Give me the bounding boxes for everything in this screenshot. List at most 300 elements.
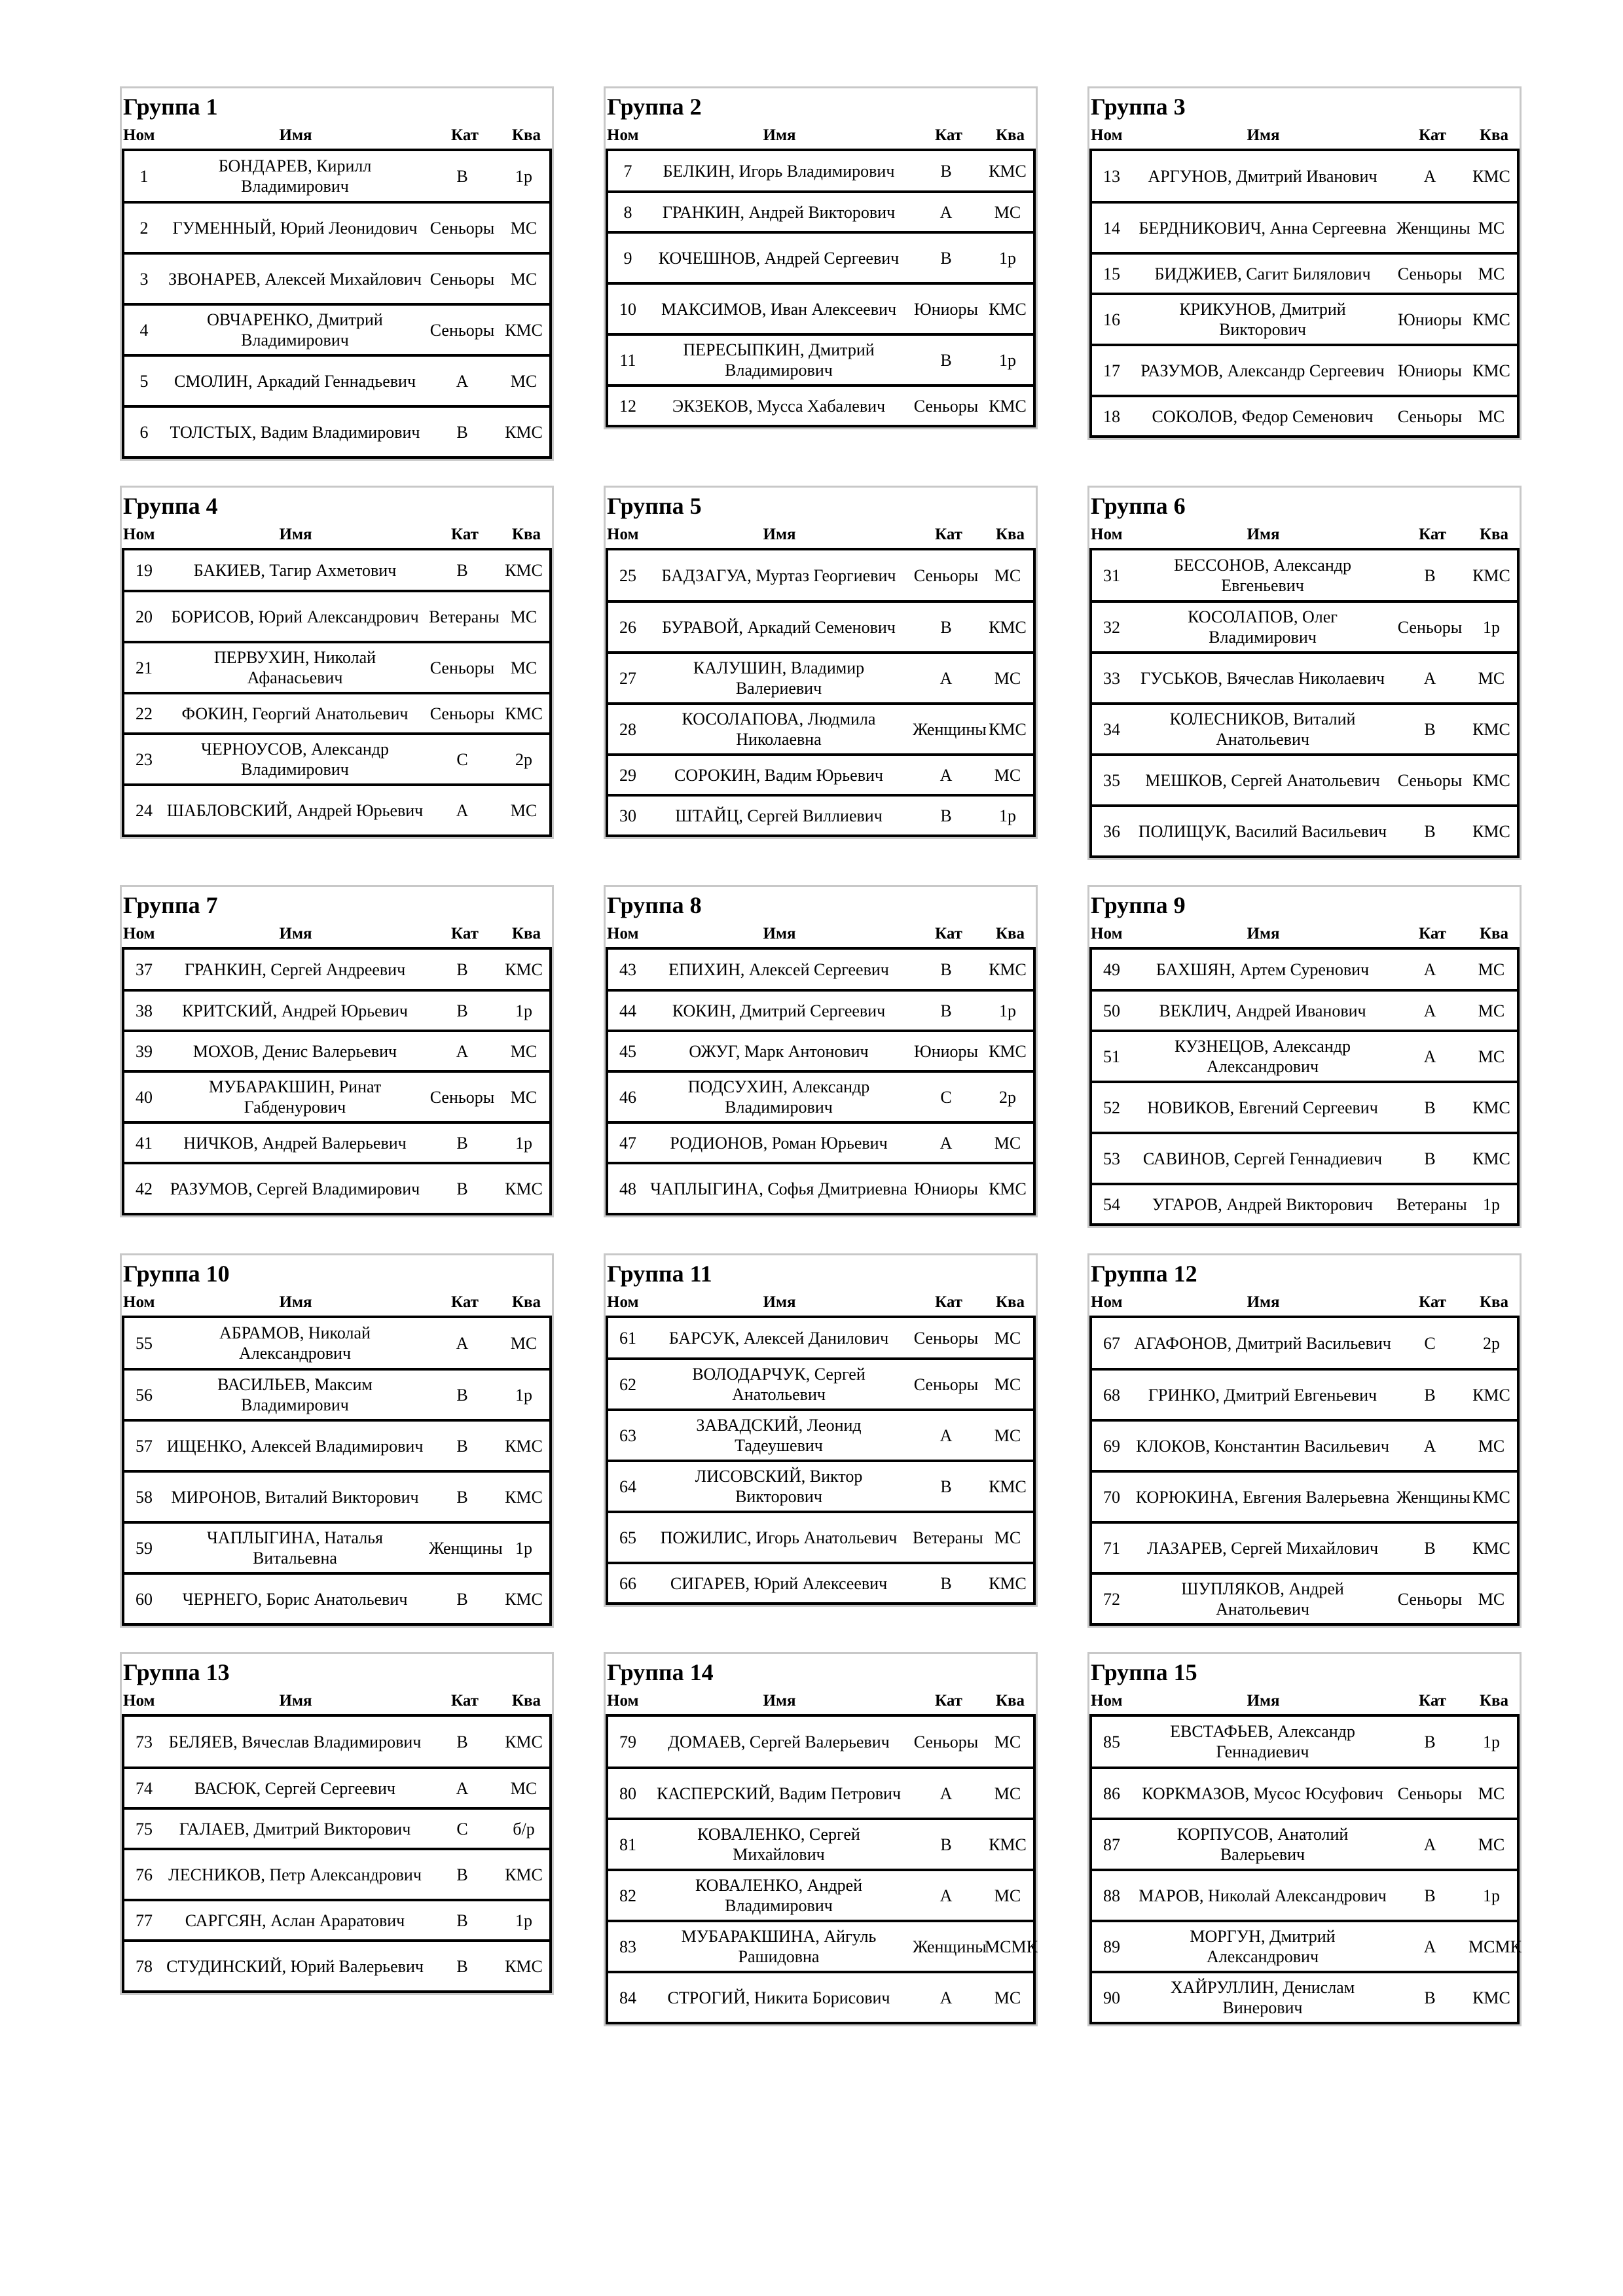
table-row (123, 406, 551, 457)
cell-kva: КМС (498, 406, 551, 457)
column-header-num: Ном (1091, 526, 1123, 543)
cell-num: 70 (1091, 1471, 1131, 1522)
cell-cat: Сеньоры (426, 253, 498, 304)
cell-name: КОСОЛАПОВА, Людмила Николаевна (647, 704, 910, 755)
table-row (607, 1163, 1034, 1214)
cell-num: 28 (607, 704, 647, 755)
cell-kva: МС (498, 355, 551, 406)
table-row (123, 1808, 551, 1849)
cell-num: 57 (123, 1420, 164, 1471)
cell-num: 68 (1091, 1369, 1131, 1420)
cell-kva: КМС (1466, 1133, 1518, 1184)
cell-name: МУБАРАКШИН, Ринат Габденурович (164, 1071, 426, 1122)
cell-cat: Сеньоры (426, 304, 498, 355)
column-header-name: Имя (1247, 1692, 1280, 1710)
cell-cat: A (910, 1870, 982, 1921)
column-header-kva: Ква (995, 925, 1025, 942)
cell-kva: КМС (982, 601, 1034, 653)
cell-num: 62 (607, 1359, 647, 1410)
table-row (123, 1573, 551, 1624)
group-title: Группа 2 (607, 94, 702, 120)
cell-num: 25 (607, 550, 647, 601)
cell-num: 63 (607, 1410, 647, 1461)
cell-num: 37 (123, 950, 164, 990)
cell-name: КОЛЕСНИКОВ, Виталий Анатольевич (1131, 704, 1394, 755)
table-row (123, 1849, 551, 1900)
cell-kva: МС (1466, 253, 1518, 294)
cell-cat: B (1394, 550, 1466, 601)
cell-num: 10 (607, 283, 647, 334)
cell-cat: Сеньоры (426, 202, 498, 253)
column-header-name: Имя (279, 925, 312, 942)
group-header-row (1089, 1688, 1520, 1717)
cell-kva: МС (982, 1512, 1034, 1563)
cell-name: КОВАЛЕНКО, Андрей Владимирович (647, 1870, 910, 1921)
cell-cat: B (426, 1163, 498, 1214)
cell-kva: КМС (1466, 550, 1518, 601)
group-header-row (122, 122, 552, 151)
table-row (607, 1031, 1034, 1071)
cell-kva: 1р (498, 1122, 551, 1163)
cell-kva: МС (1466, 950, 1518, 990)
column-header-kva: Ква (1479, 1692, 1509, 1710)
table-row (1091, 1819, 1518, 1870)
table-row (1091, 1420, 1518, 1471)
cell-cat: B (426, 1717, 498, 1768)
cell-kva: КМС (498, 1471, 551, 1522)
cell-name: ПОЛИЩУК, Василий Васильевич (1131, 806, 1394, 857)
cell-cat: A (1394, 1031, 1466, 1082)
cell-name: АРГУНОВ, Дмитрий Иванович (1131, 151, 1394, 202)
cell-cat: A (910, 1410, 982, 1461)
cell-name: МАРОВ, Николай Александрович (1131, 1870, 1394, 1921)
cell-num: 86 (1091, 1768, 1131, 1819)
column-header-cat: Кат (1419, 526, 1446, 543)
participants-table (606, 1717, 1036, 2024)
cell-name: ЕПИХИН, Алексей Сергеевич (647, 950, 910, 990)
column-header-num: Ном (123, 526, 155, 543)
cell-kva: КМС (498, 1573, 551, 1624)
group-title: Группа 8 (607, 892, 702, 918)
cell-num: 84 (607, 1972, 647, 2023)
cell-name: КЛОКОВ, Константин Васильевич (1131, 1420, 1394, 1471)
participants-table (122, 151, 552, 459)
group-title: Группа 10 (123, 1261, 230, 1287)
column-header-name: Имя (763, 1692, 796, 1710)
participants-table (1089, 1318, 1520, 1626)
cell-name: МЕШКОВ, Сергей Анатольевич (1131, 755, 1394, 806)
table-row (607, 283, 1034, 334)
table-row (607, 601, 1034, 653)
cell-num: 19 (123, 550, 164, 591)
table-row (607, 755, 1034, 795)
cell-cat: B (910, 601, 982, 653)
cell-num: 18 (1091, 396, 1131, 437)
cell-num: 15 (1091, 253, 1131, 294)
column-header-name: Имя (279, 1692, 312, 1710)
cell-name: ДОМАЕВ, Сергей Валерьевич (647, 1717, 910, 1768)
column-header-kva: Ква (995, 1692, 1025, 1710)
cell-name: ПОДСУХИН, Александр Владимирович (647, 1071, 910, 1122)
table-row (123, 1941, 551, 1992)
cell-name: ИЩЕНКО, Алексей Владимирович (164, 1420, 426, 1471)
cell-kva: КМС (1466, 294, 1518, 345)
cell-name: МИРОНОВ, Виталий Викторович (164, 1471, 426, 1522)
cell-kva: КМС (498, 1163, 551, 1214)
column-header-num: Ном (607, 526, 639, 543)
cell-name: ГРАНКИН, Сергей Андреевич (164, 950, 426, 990)
cell-cat: Сеньоры (1394, 1573, 1466, 1624)
cell-kva: КМС (1466, 151, 1518, 202)
table-row (123, 990, 551, 1031)
column-header-kva: Ква (511, 1692, 541, 1710)
table-row (1091, 151, 1518, 202)
cell-kva: КМС (982, 1819, 1034, 1870)
cell-kva: КМС (498, 1941, 551, 1992)
table-row (607, 1410, 1034, 1461)
cell-name: КОКИН, Дмитрий Сергеевич (647, 990, 910, 1031)
cell-num: 85 (1091, 1717, 1131, 1768)
column-header-cat: Кат (1419, 1293, 1446, 1311)
table-row (607, 232, 1034, 283)
cell-num: 39 (123, 1031, 164, 1071)
group-table (1087, 1253, 1522, 1628)
cell-kva: МС (982, 1717, 1034, 1768)
column-header-num: Ном (1091, 1692, 1123, 1710)
cell-num: 45 (607, 1031, 647, 1071)
table-row (123, 1071, 551, 1122)
participants-table (606, 1318, 1036, 1605)
column-header-num: Ном (1091, 1293, 1123, 1311)
cell-cat: B (426, 1849, 498, 1900)
table-row (1091, 550, 1518, 601)
participants-table (1089, 950, 1520, 1226)
column-header-kva: Ква (511, 526, 541, 543)
cell-kva: МС (498, 1031, 551, 1071)
cell-kva: МС (982, 1122, 1034, 1163)
cell-num: 58 (123, 1471, 164, 1522)
cell-cat: A (1394, 1420, 1466, 1471)
column-header-kva: Ква (1479, 925, 1509, 942)
cell-num: 73 (123, 1717, 164, 1768)
column-header-num: Ном (123, 925, 155, 942)
cell-num: 34 (1091, 704, 1131, 755)
cell-name: ГРАНКИН, Андрей Викторович (647, 192, 910, 232)
cell-cat: A (426, 1031, 498, 1071)
participants-table (122, 1717, 552, 1993)
table-row (607, 950, 1034, 990)
cell-cat: A (1394, 990, 1466, 1031)
table-row (1091, 755, 1518, 806)
column-header-name: Имя (279, 526, 312, 543)
cell-cat: B (1394, 704, 1466, 755)
cell-cat: Сеньоры (1394, 396, 1466, 437)
cell-cat: B (426, 1471, 498, 1522)
cell-kva: КМС (982, 1031, 1034, 1071)
group-header-row (606, 122, 1036, 151)
table-row (1091, 806, 1518, 857)
group-table (120, 1253, 554, 1628)
cell-cat: Юниоры (1394, 294, 1466, 345)
cell-name: БЕЛКИН, Игорь Владимирович (647, 151, 910, 192)
group-table (1087, 1652, 1522, 2026)
cell-name: ШУПЛЯКОВ, Андрей Анатольевич (1131, 1573, 1394, 1624)
cell-name: ОЖУГ, Марк Антонович (647, 1031, 910, 1071)
cell-num: 76 (123, 1849, 164, 1900)
cell-cat: B (910, 334, 982, 386)
table-row (607, 192, 1034, 232)
cell-num: 12 (607, 386, 647, 426)
cell-name: СОКОЛОВ, Федор Семенович (1131, 396, 1394, 437)
cell-num: 53 (1091, 1133, 1131, 1184)
group-title: Группа 1 (123, 94, 218, 120)
cell-cat: A (910, 755, 982, 795)
table-row (1091, 1471, 1518, 1522)
cell-kva: МС (1466, 396, 1518, 437)
cell-kva: МСМК (982, 1921, 1034, 1972)
table-row (607, 1768, 1034, 1819)
cell-kva: МС (498, 591, 551, 642)
cell-num: 41 (123, 1122, 164, 1163)
group-header-row (1089, 921, 1520, 950)
table-row (123, 950, 551, 990)
table-row (1091, 1921, 1518, 1972)
cell-name: ГУСЬКОВ, Вячеслав Николаевич (1131, 653, 1394, 704)
cell-name: КОСОЛАПОВ, Олег Владимирович (1131, 601, 1394, 653)
cell-num: 78 (123, 1941, 164, 1992)
cell-kva: КМС (1466, 806, 1518, 857)
cell-cat: B (1394, 1717, 1466, 1768)
cell-name: БЕЛЯЕВ, Вячеслав Владимирович (164, 1717, 426, 1768)
cell-num: 42 (123, 1163, 164, 1214)
table-row (1091, 601, 1518, 653)
column-header-kva: Ква (511, 925, 541, 942)
column-header-kva: Ква (995, 1293, 1025, 1311)
cell-name: БИДЖИЕВ, Сагит Билялович (1131, 253, 1394, 294)
column-header-cat: Кат (1419, 1692, 1446, 1710)
table-row (123, 355, 551, 406)
cell-num: 69 (1091, 1420, 1131, 1471)
column-header-name: Имя (1247, 526, 1280, 543)
cell-kva: МС (982, 192, 1034, 232)
table-row (1091, 345, 1518, 396)
cell-num: 31 (1091, 550, 1131, 601)
cell-kva: КМС (498, 304, 551, 355)
cell-name: ЛЕСНИКОВ, Петр Александрович (164, 1849, 426, 1900)
group-header-row (1089, 122, 1520, 151)
cell-kva: КМС (982, 283, 1034, 334)
group-title: Группа 7 (123, 892, 218, 918)
cell-kva: КМС (498, 1420, 551, 1471)
cell-name: НОВИКОВ, Евгений Сергеевич (1131, 1082, 1394, 1133)
column-header-kva: Ква (995, 126, 1025, 144)
cell-cat: B (426, 550, 498, 591)
cell-kva: МС (1466, 653, 1518, 704)
cell-kva: 1р (982, 334, 1034, 386)
participants-table (1089, 550, 1520, 858)
table-row (1091, 1031, 1518, 1082)
group-table (604, 885, 1038, 1217)
cell-num: 8 (607, 192, 647, 232)
cell-num: 83 (607, 1921, 647, 1972)
cell-kva: МС (982, 1318, 1034, 1359)
cell-num: 60 (123, 1573, 164, 1624)
cell-name: СИГАРЕВ, Юрий Алексеевич (647, 1563, 910, 1604)
column-header-name: Имя (763, 925, 796, 942)
cell-kva: МС (982, 755, 1034, 795)
cell-num: 55 (123, 1318, 164, 1369)
cell-cat: A (910, 192, 982, 232)
cell-num: 22 (123, 693, 164, 734)
cell-num: 89 (1091, 1921, 1131, 1972)
cell-name: РОДИОНОВ, Роман Юрьевич (647, 1122, 910, 1163)
group-table (604, 86, 1038, 429)
column-header-num: Ном (607, 1293, 639, 1311)
cell-cat: Юниоры (910, 1031, 982, 1071)
column-header-kva: Ква (511, 1293, 541, 1311)
cell-kva: МС (982, 1870, 1034, 1921)
cell-name: ВОЛОДАРЧУК, Сергей Анатольевич (647, 1359, 910, 1410)
cell-num: 40 (123, 1071, 164, 1122)
cell-num: 49 (1091, 950, 1131, 990)
cell-cat: Женщины (910, 704, 982, 755)
cell-cat: C (426, 1808, 498, 1849)
group-title: Группа 9 (1091, 892, 1186, 918)
cell-num: 33 (1091, 653, 1131, 704)
cell-kva: МС (1466, 202, 1518, 253)
cell-num: 29 (607, 755, 647, 795)
column-header-name: Имя (763, 1293, 796, 1311)
cell-name: БОРИСОВ, Юрий Александрович (164, 591, 426, 642)
table-row (1091, 1318, 1518, 1369)
cell-cat: A (910, 1122, 982, 1163)
cell-name: КОРПУСОВ, Анатолий Валерьевич (1131, 1819, 1394, 1870)
group-title: Группа 15 (1091, 1659, 1197, 1685)
group-header-row (122, 1289, 552, 1318)
cell-name: КОВАЛЕНКО, Сергей Михайлович (647, 1819, 910, 1870)
cell-num: 52 (1091, 1082, 1131, 1133)
cell-num: 27 (607, 653, 647, 704)
cell-num: 23 (123, 734, 164, 785)
column-header-cat: Кат (935, 126, 962, 144)
cell-num: 16 (1091, 294, 1131, 345)
cell-cat: B (426, 950, 498, 990)
cell-num: 65 (607, 1512, 647, 1563)
table-row (607, 151, 1034, 192)
cell-cat: Женщины (910, 1921, 982, 1972)
table-row (1091, 1768, 1518, 1819)
cell-cat: Сеньоры (910, 1359, 982, 1410)
cell-cat: Сеньоры (426, 1071, 498, 1122)
table-row (1091, 1082, 1518, 1133)
cell-num: 6 (123, 406, 164, 457)
cell-kva: КМС (1466, 1082, 1518, 1133)
cell-cat: Сеньоры (1394, 1768, 1466, 1819)
cell-num: 3 (123, 253, 164, 304)
cell-name: ЗВОНАРЕВ, Алексей Михайлович (164, 253, 426, 304)
cell-kva: МС (1466, 1819, 1518, 1870)
column-header-num: Ном (607, 1692, 639, 1710)
cell-num: 24 (123, 785, 164, 836)
cell-num: 88 (1091, 1870, 1131, 1921)
cell-name: РАЗУМОВ, Сергей Владимирович (164, 1163, 426, 1214)
cell-kva: МС (982, 1768, 1034, 1819)
cell-cat: C (910, 1071, 982, 1122)
table-row (123, 1420, 551, 1471)
cell-num: 50 (1091, 990, 1131, 1031)
cell-cat: A (426, 355, 498, 406)
column-header-cat: Кат (935, 526, 962, 543)
cell-num: 71 (1091, 1522, 1131, 1573)
cell-num: 67 (1091, 1318, 1131, 1369)
cell-cat: B (1394, 1082, 1466, 1133)
cell-name: СТУДИНСКИЙ, Юрий Валерьевич (164, 1941, 426, 1992)
group-header-row (122, 1688, 552, 1717)
group-title: Группа 13 (123, 1659, 230, 1685)
cell-cat: Ветераны (426, 591, 498, 642)
cell-cat: A (1394, 1819, 1466, 1870)
cell-num: 46 (607, 1071, 647, 1122)
table-row (607, 550, 1034, 601)
cell-cat: A (1394, 653, 1466, 704)
table-row (123, 734, 551, 785)
table-row (123, 693, 551, 734)
column-header-num: Ном (123, 126, 155, 144)
cell-kva: КМС (498, 1849, 551, 1900)
column-header-cat: Кат (451, 526, 479, 543)
group-header-row (606, 1289, 1036, 1318)
cell-cat: A (426, 1318, 498, 1369)
cell-kva: МС (982, 550, 1034, 601)
group-title: Группа 3 (1091, 94, 1186, 120)
cell-num: 38 (123, 990, 164, 1031)
group-table (604, 1652, 1038, 2026)
column-header-num: Ном (1091, 126, 1123, 144)
cell-kva: МСМК (1466, 1921, 1518, 1972)
table-row (123, 1122, 551, 1163)
table-row (607, 1870, 1034, 1921)
cell-name: СОРОКИН, Вадим Юрьевич (647, 755, 910, 795)
cell-num: 30 (607, 795, 647, 836)
column-header-num: Ном (607, 126, 639, 144)
cell-name: РАЗУМОВ, Александр Сергеевич (1131, 345, 1394, 396)
column-header-name: Имя (279, 126, 312, 144)
cell-cat: A (910, 653, 982, 704)
cell-num: 80 (607, 1768, 647, 1819)
cell-name: УГАРОВ, Андрей Викторович (1131, 1184, 1394, 1225)
table-row (123, 1717, 551, 1768)
cell-name: ЗАВАДСКИЙ, Леонид Тадеушевич (647, 1410, 910, 1461)
group-header-row (606, 1688, 1036, 1717)
table-row (1091, 1133, 1518, 1184)
group-title: Группа 6 (1091, 493, 1186, 519)
cell-cat: Сеньоры (910, 1318, 982, 1359)
cell-num: 90 (1091, 1972, 1131, 2023)
table-row (1091, 1717, 1518, 1768)
group-title: Группа 12 (1091, 1261, 1197, 1287)
table-row (1091, 1369, 1518, 1420)
cell-cat: B (1394, 1522, 1466, 1573)
cell-name: ЧАПЛЫГИНА, Наталья Витальевна (164, 1522, 426, 1573)
column-header-cat: Кат (935, 1692, 962, 1710)
cell-name: АГАФОНОВ, Дмитрий Васильевич (1131, 1318, 1394, 1369)
table-row (1091, 1870, 1518, 1921)
cell-cat: B (426, 1122, 498, 1163)
cell-kva: КМС (982, 151, 1034, 192)
cell-name: НИЧКОВ, Андрей Валерьевич (164, 1122, 426, 1163)
cell-cat: B (426, 151, 498, 202)
cell-num: 47 (607, 1122, 647, 1163)
